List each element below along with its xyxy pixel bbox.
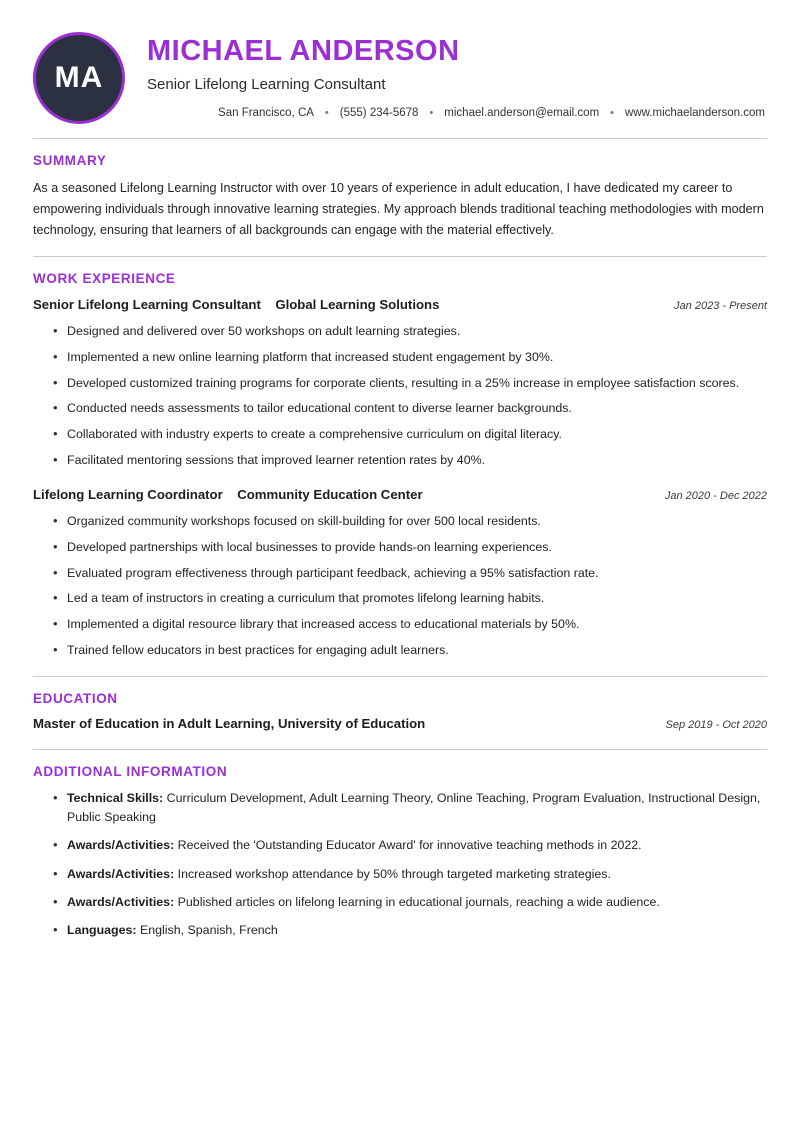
- experience-entry: [33, 486, 767, 660]
- experience-header: [33, 486, 767, 504]
- experience-role: Lifelong Learning Coordinator: [33, 487, 223, 503]
- list-item: • Collaborated with industry experts to create a comprehensive curriculum on digital literacy.: [53, 425, 767, 444]
- experience-company: Global Learning Solutions: [275, 297, 440, 313]
- list-item: • Facilitated mentoring sessions that improved learner retention rates by 40%.: [53, 451, 767, 470]
- education-degree: Master of Education in Adult Learning, University of Education: [33, 715, 426, 731]
- list-item: • Developed customized training programs for corporate clients, resulting in a 25% increase in employee satisfaction scores.: [53, 374, 767, 393]
- avatar-initials: MA: [54, 61, 104, 94]
- list-item: • Organized community workshops focused on skill-building for over 500 local residents.: [53, 512, 767, 531]
- list-item: • Developed partnerships with local businesses to provide hands-on learning experiences.: [53, 538, 767, 557]
- list-item: • Led a team of instructors in creating a curriculum that promotes lifelong learning habits.: [53, 589, 767, 608]
- page-title: MICHAEL ANDERSON: [147, 35, 460, 67]
- additional-information-list: [33, 789, 767, 940]
- experience-role: Senior Lifelong Learning Consultant: [33, 297, 261, 313]
- list-item: [53, 921, 767, 940]
- list-item: [53, 865, 767, 884]
- item-value: Curriculum Development, Adult Learning Theory, Online Teaching, Program Evaluation, Instructional Design, Public Speaking: [67, 790, 761, 825]
- contact-phone[interactable]: (555) 234-5678: [339, 106, 419, 119]
- list-item: • Evaluated program effectiveness through participant feedback, achieving a 95% satisfaction rate.: [53, 564, 767, 583]
- experience-bullets: [33, 512, 767, 660]
- education-entry: [33, 716, 767, 731]
- item-label: Awards/Activities:: [67, 866, 175, 881]
- list-item: • Implemented a new online learning platform that increased student engagement by 30%.: [53, 348, 767, 367]
- contact-website[interactable]: www.michaelanderson.com: [625, 106, 765, 119]
- item-value: Published articles on lifelong learning in educational journals, reaching a wide audience.: [177, 894, 660, 909]
- item-label: Awards/Activities:: [67, 894, 175, 909]
- experience-bullets: [33, 322, 767, 470]
- list-item: • Designed and delivered over 50 workshops on adult learning strategies.: [53, 322, 767, 341]
- contact-separator-icon: •: [324, 106, 329, 119]
- summary-text: As a seasoned Lifelong Learning Instructor with over 10 years of experience in adult education, I have dedicated my career to empowering individuals through innovative learning strategies. My approach blends traditional teaching methodologies with modern technology, ensuring that learners of all backgrounds can engage with the material effectively.: [33, 181, 764, 237]
- job-title-subtitle: Senior Lifelong Learning Consultant: [147, 75, 386, 93]
- section-work-experience: [33, 257, 767, 660]
- experience-entry: [33, 296, 767, 470]
- contact-location: San Francisco, CA: [218, 106, 314, 119]
- item-value: Received the 'Outstanding Educator Award' for innovative teaching methods in 2022.: [177, 838, 642, 853]
- section-heading-education: EDUCATION: [33, 690, 118, 706]
- contact-email[interactable]: michael.anderson@email.com: [444, 106, 600, 119]
- experience-company: Community Education Center: [237, 487, 423, 503]
- contact-separator-icon: •: [429, 106, 434, 119]
- header-text-block: [125, 30, 767, 119]
- contact-bar: [147, 107, 767, 119]
- item-value: English, Spanish, French: [140, 923, 278, 938]
- item-label: Languages:: [67, 923, 137, 938]
- list-item: [53, 836, 767, 855]
- section-heading-work-experience: WORK EXPERIENCE: [33, 271, 176, 287]
- list-item: • Implemented a digital resource library that increased access to educational materials by 50%.: [53, 615, 767, 634]
- contact-separator-icon: •: [610, 106, 615, 119]
- experience-role-company: [33, 486, 423, 504]
- item-label: Awards/Activities:: [67, 838, 175, 853]
- experience-header: [33, 296, 767, 314]
- section-education: [33, 677, 767, 731]
- list-item: [53, 789, 767, 827]
- item-value: Increased workshop attendance by 50% through targeted marketing strategies.: [177, 866, 611, 881]
- section-summary: [33, 139, 767, 240]
- list-item: • Trained fellow educators in best practices for engaging adult learners.: [53, 641, 767, 660]
- section-heading-additional-information: ADDITIONAL INFORMATION: [33, 763, 228, 779]
- list-item: [53, 893, 767, 912]
- education-dates: Sep 2019 - Oct 2020: [665, 718, 767, 731]
- experience-dates: Jan 2020 - Dec 2022: [664, 490, 767, 503]
- item-label: Technical Skills:: [67, 790, 164, 805]
- list-item: • Conducted needs assessments to tailor educational content to diverse learner backgrounds.: [53, 399, 767, 418]
- experience-role-company: [33, 296, 439, 314]
- resume-header: [33, 22, 767, 138]
- avatar: [33, 32, 125, 124]
- section-heading-summary: SUMMARY: [33, 153, 107, 168]
- section-additional-information: [33, 750, 767, 940]
- experience-dates: Jan 2023 - Present: [674, 300, 767, 313]
